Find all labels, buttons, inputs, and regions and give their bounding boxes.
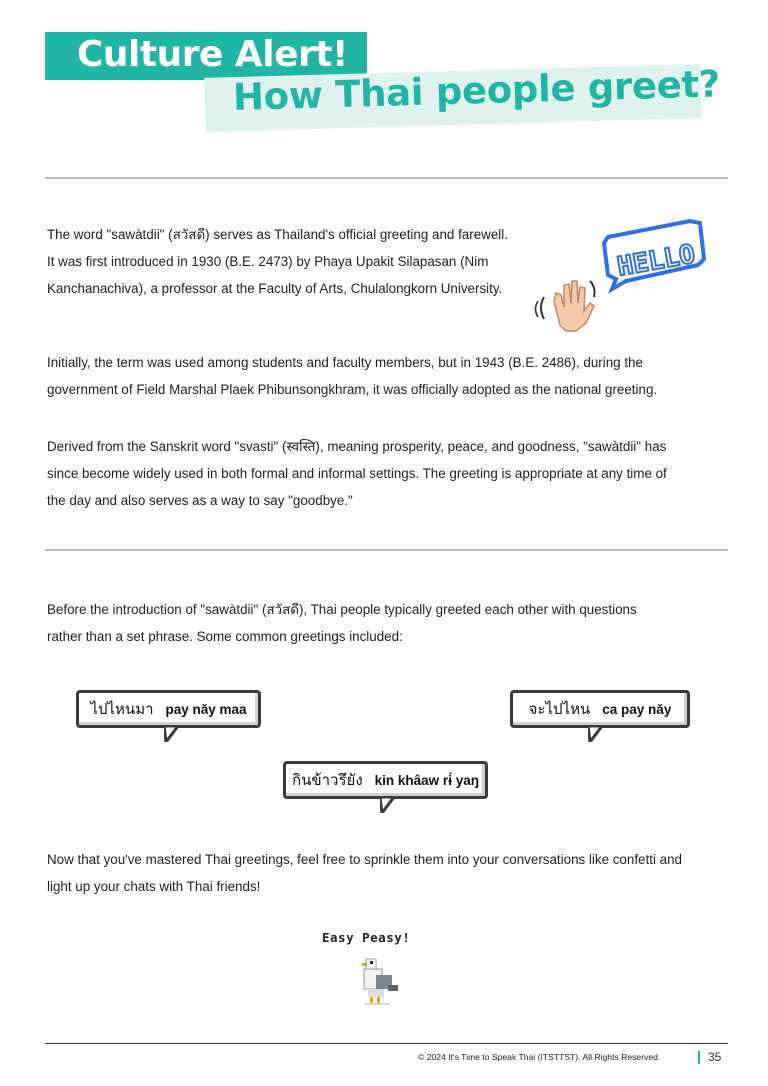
- page-number-accent: [698, 1051, 700, 1064]
- greeting-thai: จะไปไหน: [528, 700, 591, 718]
- greeting-romanization: ca pay năy: [602, 701, 672, 717]
- paragraph-line: rather than a set phrase. Some common greetings included:: [47, 629, 403, 644]
- paragraph-line: since become widely used in both formal and informal settings. The greeting is appropriate at any time of: [47, 466, 667, 481]
- hello-text: HELLO: [615, 239, 698, 283]
- waving-hand-icon: [536, 281, 595, 331]
- greeting-romanization: pay năy maa: [165, 701, 247, 717]
- paragraph-line: government of Field Marshal Plaek Phibunsongkhram, it was officially adopted as the national greeting.: [47, 382, 658, 397]
- paragraph-line: Now that you've mastered Thai greetings, feel free to sprinkle them into your conversations like confetti and: [47, 852, 682, 867]
- easy-peasy-caption: Easy Peasy!: [322, 930, 411, 945]
- hello-wave-illustration: [530, 215, 708, 335]
- greeting-thai: กินข้าวรึยัง: [292, 771, 363, 789]
- paragraph-intro: [47, 221, 508, 302]
- pixel-bird-icon: [358, 955, 402, 1007]
- footer-divider: [45, 1043, 728, 1044]
- paragraph-line: Derived from the Sanskrit word "svasti" (स्वस्ति), meaning prosperity, peace, and goodness, "sawàtdii" has: [47, 439, 667, 454]
- paragraph-line: It was first introduced in 1930 (B.E. 2473) by Phaya Upakit Silapasan (Nim: [47, 254, 489, 269]
- title-how-thai-greet: How Thai people greet?: [232, 62, 721, 119]
- bubble-tail-3: [380, 797, 398, 813]
- bubble-tail-1: [164, 726, 182, 742]
- paragraph-closing: [47, 846, 682, 900]
- paragraph-line: Initially, the term was used among students and faculty members, but in 1943 (B.E. 2486), during the: [47, 355, 643, 370]
- copyright-text: © 2024 It's Time to Speak Thai (ITSTTST). All Rights Reserved.: [418, 1052, 661, 1062]
- greeting-bubble-1: [76, 690, 261, 728]
- greeting-bubble-3: [283, 761, 488, 799]
- paragraph-line: the day and also serves as a way to say "goodbye.": [47, 493, 353, 508]
- divider-middle: [45, 549, 728, 551]
- hello-speech-bubble-icon: [530, 215, 708, 335]
- paragraph-line: Kanchanachiva), a professor at the Faculty of Arts, Chulalongkorn University.: [47, 281, 503, 296]
- greeting-romanization: kin khâaw rɨ́ yaŋ: [374, 772, 479, 788]
- divider-top: [45, 177, 728, 179]
- paragraph-line: The word "sawàtdii" (สวัสดี) serves as Thailand's official greeting and farewell.: [47, 227, 508, 242]
- title-culture-alert: Culture Alert!: [45, 32, 367, 80]
- paragraph-old-greetings: [47, 596, 637, 650]
- page-number: 35: [708, 1050, 722, 1064]
- bubble-tail-2: [588, 726, 606, 742]
- paragraph-line: Before the introduction of "sawàtdii" (สวัสดี), Thai people typically greeted each other with questions: [47, 602, 637, 617]
- paragraph-history: [47, 349, 657, 403]
- paragraph-etymology: [47, 433, 667, 514]
- title-block: [45, 30, 721, 130]
- greeting-thai: ไปไหนมา: [90, 700, 154, 718]
- paragraph-line: light up your chats with Thai friends!: [47, 879, 261, 894]
- greeting-bubble-2: [510, 690, 690, 728]
